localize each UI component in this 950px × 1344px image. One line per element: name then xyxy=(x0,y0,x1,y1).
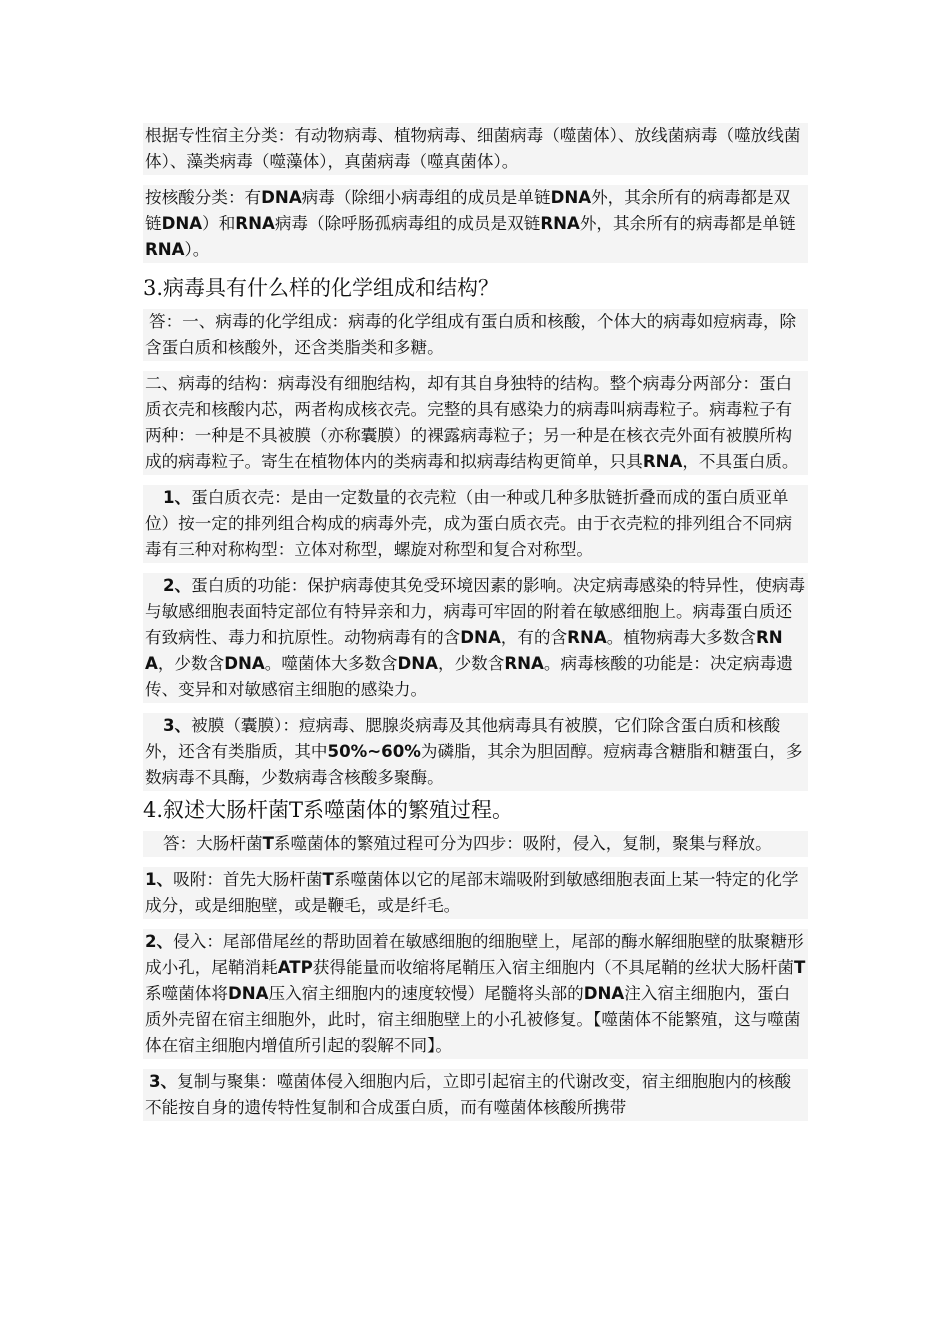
section-3-item-protein-function: 2、蛋白质的功能：保护病毒使其免受环境因素的影响。决定病毒感染的特异性，使病毒与敏感细胞表面特定部位有特异亲和力，病毒可牢固的附着在敏感细胞上。病毒蛋白质还有致病性、毒力和抗原性。动物病毒有的含DNA，有的含RNA。植物病毒大多数含RNA，少数含DNA。噬菌体大多数含DNA，少数含RNA。病毒核酸的功能是：决定病毒遗传、变异和对敏感宿主细胞的感染力。 xyxy=(143,573,808,703)
section-4-step-adsorption: 1、吸附：首先大肠杆菌T系噬菌体以它的尾部末端吸附到敏感细胞表面上某一特定的化学成分，或是细胞壁，或是鞭毛，或是纤毛。 xyxy=(143,867,808,919)
section-3-item-envelope: 3、被膜（囊膜）：痘病毒、腮腺炎病毒及其他病毒具有被膜，它们除含蛋白质和核酸外，还含有类脂质，其中50%~60%为磷脂，其余为胆固醇。痘病毒含糖脂和糖蛋白，多数病毒不具酶，少数病毒含核酸多聚酶。 xyxy=(143,713,808,791)
section-3-answer-composition: 答：一、病毒的化学组成：病毒的化学组成有蛋白质和核酸，个体大的病毒如痘病毒，除含蛋白质和核酸外，还含类脂类和多糖。 xyxy=(143,309,808,361)
section-3-structure: 二、病毒的结构：病毒没有细胞结构，却有其自身独特的结构。整个病毒分两部分：蛋白质衣壳和核酸内芯，两者构成核衣壳。完整的具有感染力的病毒叫病毒粒子。病毒粒子有两种：一种是不具被膜（亦称囊膜）的裸露病毒粒子；另一种是在核衣壳外面有被膜所构成的病毒粒子。寄生在植物体内的类病毒和拟病毒结构更简单，只具RNA，不具蛋白质。 xyxy=(143,371,808,475)
document-body xyxy=(143,123,808,1121)
classification-by-host: 根据专性宿主分类：有动物病毒、植物病毒、细菌病毒（噬菌体）、放线菌病毒（噬放线菌体）、藻类病毒（噬藻体），真菌病毒（噬真菌体）。 xyxy=(143,123,808,175)
section-4-step-replication: 3、复制与聚集：噬菌体侵入细胞内后，立即引起宿主的代谢改变，宿主细胞胞内的核酸不能按自身的遗传特性复制和合成蛋白质，而有噬菌体核酸所携带 xyxy=(143,1069,808,1121)
section-4-heading: 4.叙述大肠杆菌T系噬菌体的繁殖过程。 xyxy=(143,798,514,822)
section-3-item-capsid: 1、蛋白质衣壳：是由一定数量的衣壳粒（由一种或几种多肽链折叠而成的蛋白质亚单位）按一定的排列组合构成的病毒外壳，成为蛋白质衣壳。由于衣壳粒的排列组合不同病毒有三种对称构型：立体对称型，螺旋对称型和复合对称型。 xyxy=(143,485,808,563)
section-3-heading: 3.病毒具有什么样的化学组成和结构？ xyxy=(143,276,500,300)
classification-by-nucleic-acid: 按核酸分类：有DNA病毒（除细小病毒组的成员是单链DNA外，其余所有的病毒都是双链DNA）和RNA病毒（除呼肠孤病毒组的成员是双链RNA外，其余所有的病毒都是单链RNA）。 xyxy=(143,185,808,263)
section-4-step-penetration: 2、侵入：尾部借尾丝的帮助固着在敏感细胞的细胞壁上，尾部的酶水解细胞壁的肽聚糖形成小孔，尾鞘消耗ATP获得能量而收缩将尾鞘压入宿主细胞内（不具尾鞘的丝状大肠杆菌T系噬菌体将DNA压入宿主细胞内的速度较慢）尾髓将头部的DNA注入宿主细胞内，蛋白质外壳留在宿主细胞外，此时，宿主细胞壁上的小孔被修复。【噬菌体不能繁殖，这与噬菌体在宿主细胞内增值所引起的裂解不同】。 xyxy=(143,929,808,1059)
section-4-answer: 答：大肠杆菌T系噬菌体的繁殖过程可分为四步：吸附，侵入，复制，聚集与释放。 xyxy=(143,831,808,857)
